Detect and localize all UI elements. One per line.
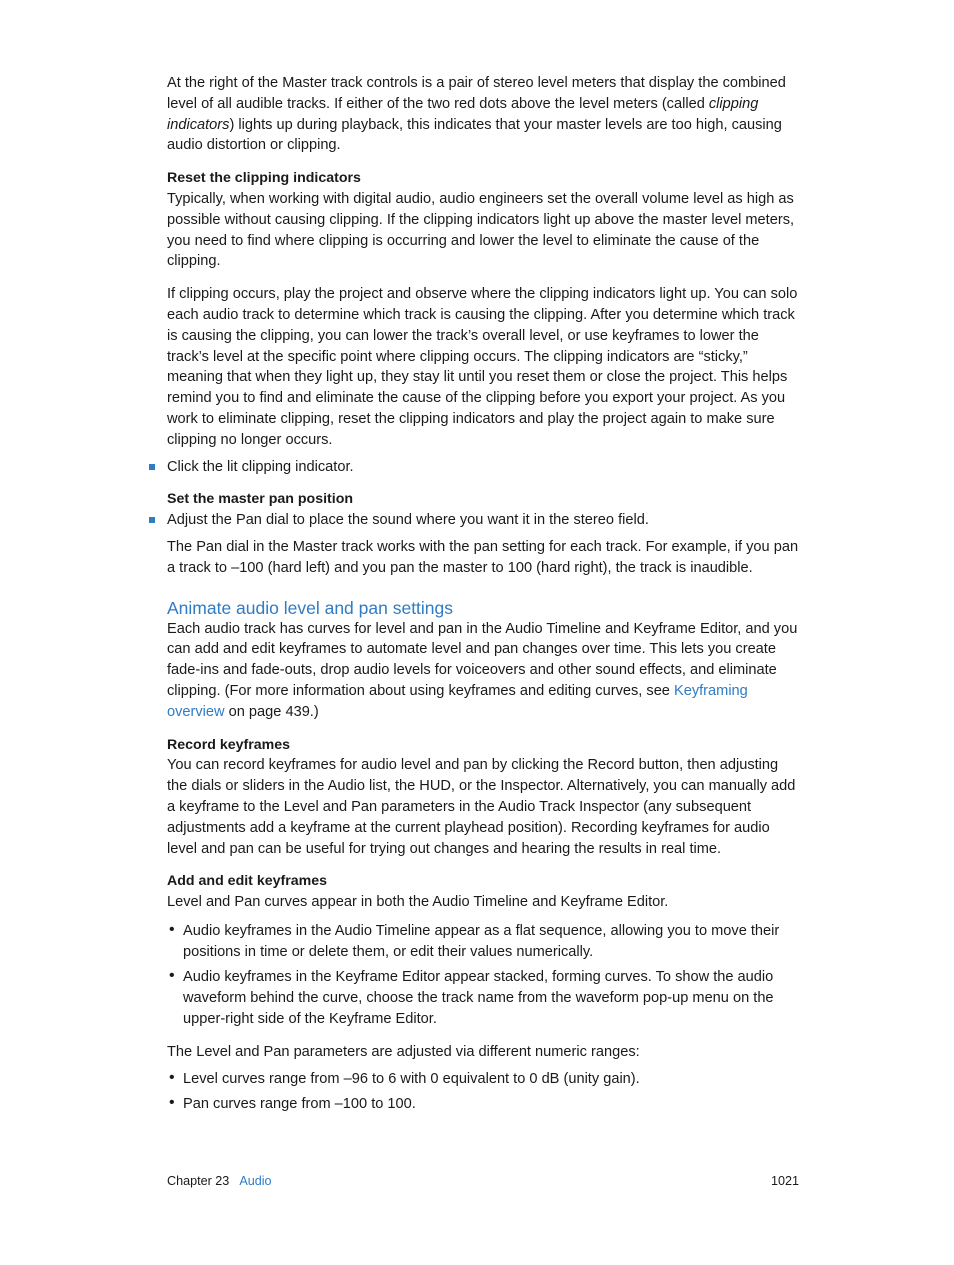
list-item xyxy=(167,1069,799,1090)
pan-paragraph: The Pan dial in the Master track works with the pan setting for each track. For example, if you pan a track to –100 (hard left) and you pan the master to 100 (hard right), the track is inaudible. xyxy=(167,538,799,576)
intro-text: At the right of the Master track controls is a pair of stereo level meters that display the combined level of all audible tracks. If either of the two red dots above the level meters (called xyxy=(167,75,786,112)
intro-italic-term: clipping indicators xyxy=(167,95,759,133)
reset-paragraph-1: Typically, when working with digital audio, audio engineers set the overall volume level as high as possible without causing clipping. If the clipping indicators light up above the master level meters, you need to find where clipping is occurring and lower the level to eliminate the cause of the clipping. xyxy=(167,190,795,270)
animate-text: Each audio track has curves for level and pan in the Audio Timeline and Keyframe Editor, and you can add and edit keyframes to automate level and pan changes over time. This lets you create fade-ins and fade-outs, drop audio levels for voiceovers and other sound effects, and eliminate clipping. (For more information about using keyframes and editing curves, see xyxy=(167,620,798,699)
reset-paragraph-2: If clipping occurs, play the project and observe where the clipping indicators light up. You can solo each audio track to determine which track is causing the clipping. After you determine which track is causing the clipping, you can lower the track’s overall level, or use keyframes to lower the track’s level at the specific point where clipping occurs. The clipping indicators are “sticky,” meaning that when they light up, they stay lit until you reset them or close the project. This helps remind you to find and eliminate the cause of the clipping before you export your project. As you work to eliminate clipping, reset the clipping indicators and play the project again to make sure clipping no longer occurs. xyxy=(167,286,798,448)
bullet-dot-icon: • xyxy=(169,967,175,985)
ranges-intro: The Level and Pan parameters are adjusted via different numeric ranges: xyxy=(167,1043,640,1060)
reset-heading: Reset the clipping indicators xyxy=(167,170,361,187)
page-content xyxy=(167,73,799,1127)
section-title: Animate audio level and pan settings xyxy=(167,597,454,618)
intro-paragraph xyxy=(167,73,799,156)
reset-step-text: Click the lit clipping indicator. xyxy=(167,458,354,475)
list-item-text: Audio keyframes in the Audio Timeline appear as a flat sequence, allowing you to move their positions in time or delete them, or edit their values numerically. xyxy=(183,922,780,960)
list-item-text: Level curves range from –96 to 6 with 0 equivalent to 0 dB (unity gain). xyxy=(183,1070,640,1087)
page-number: 1021 xyxy=(770,1174,799,1188)
pan-step-text: Adjust the Pan dial to place the sound where you want it in the stereo field. xyxy=(167,512,649,529)
step-bullet-icon xyxy=(149,517,155,523)
reset-step xyxy=(167,457,799,478)
list-item xyxy=(167,1094,799,1115)
bullet-dot-icon: • xyxy=(169,1068,175,1086)
keyframing-overview-link[interactable]: Keyframing overview xyxy=(167,682,748,720)
pan-step xyxy=(167,510,799,531)
list-item-text: Pan curves range from –100 to 100. xyxy=(183,1096,416,1113)
add-edit-paragraph: Level and Pan curves appear in both the Audio Timeline and Keyframe Editor. xyxy=(167,894,669,911)
animate-paragraph xyxy=(167,619,799,723)
pan-heading: Set the master pan position xyxy=(167,491,354,508)
bullet-dot-icon: • xyxy=(169,920,175,938)
add-edit-heading: Add and edit keyframes xyxy=(167,873,328,890)
page-footer xyxy=(167,1173,799,1189)
list-item xyxy=(167,921,799,963)
intro-text-end: ) lights up during playback, this indicates that your master levels are too high, causing audio distortion or clipping. xyxy=(167,116,782,154)
record-heading: Record keyframes xyxy=(167,736,291,753)
ranges-bullet-list xyxy=(167,1069,799,1116)
keyframe-bullet-list xyxy=(167,921,799,1030)
list-item xyxy=(167,967,799,1029)
chapter-name-link[interactable]: Audio xyxy=(239,1174,272,1188)
step-bullet-icon xyxy=(149,464,155,470)
bullet-dot-icon: • xyxy=(169,1094,175,1112)
record-paragraph: You can record keyframes for audio level and pan by clicking the Record button, then adjusting the dials or sliders in the Audio list, the HUD, or the Inspector. Alternatively, you can manually add a keyframe to the Level and Pan parameters in the Audio Track Inspector (any subsequent adjustments add a keyframe at the current playhead position). Recording keyframes for audio level and pan can be useful for trying out changes and hearing the results in real time. xyxy=(167,757,796,857)
list-item-text: Audio keyframes in the Keyframe Editor appear stacked, forming curves. To show the audio waveform behind the curve, choose the track name from the waveform pop-up menu on the upper-right side of the Keyframe Editor. xyxy=(183,969,774,1028)
animate-text-end: on page 439.) xyxy=(224,703,319,720)
chapter-label: Chapter 23 xyxy=(167,1174,230,1188)
